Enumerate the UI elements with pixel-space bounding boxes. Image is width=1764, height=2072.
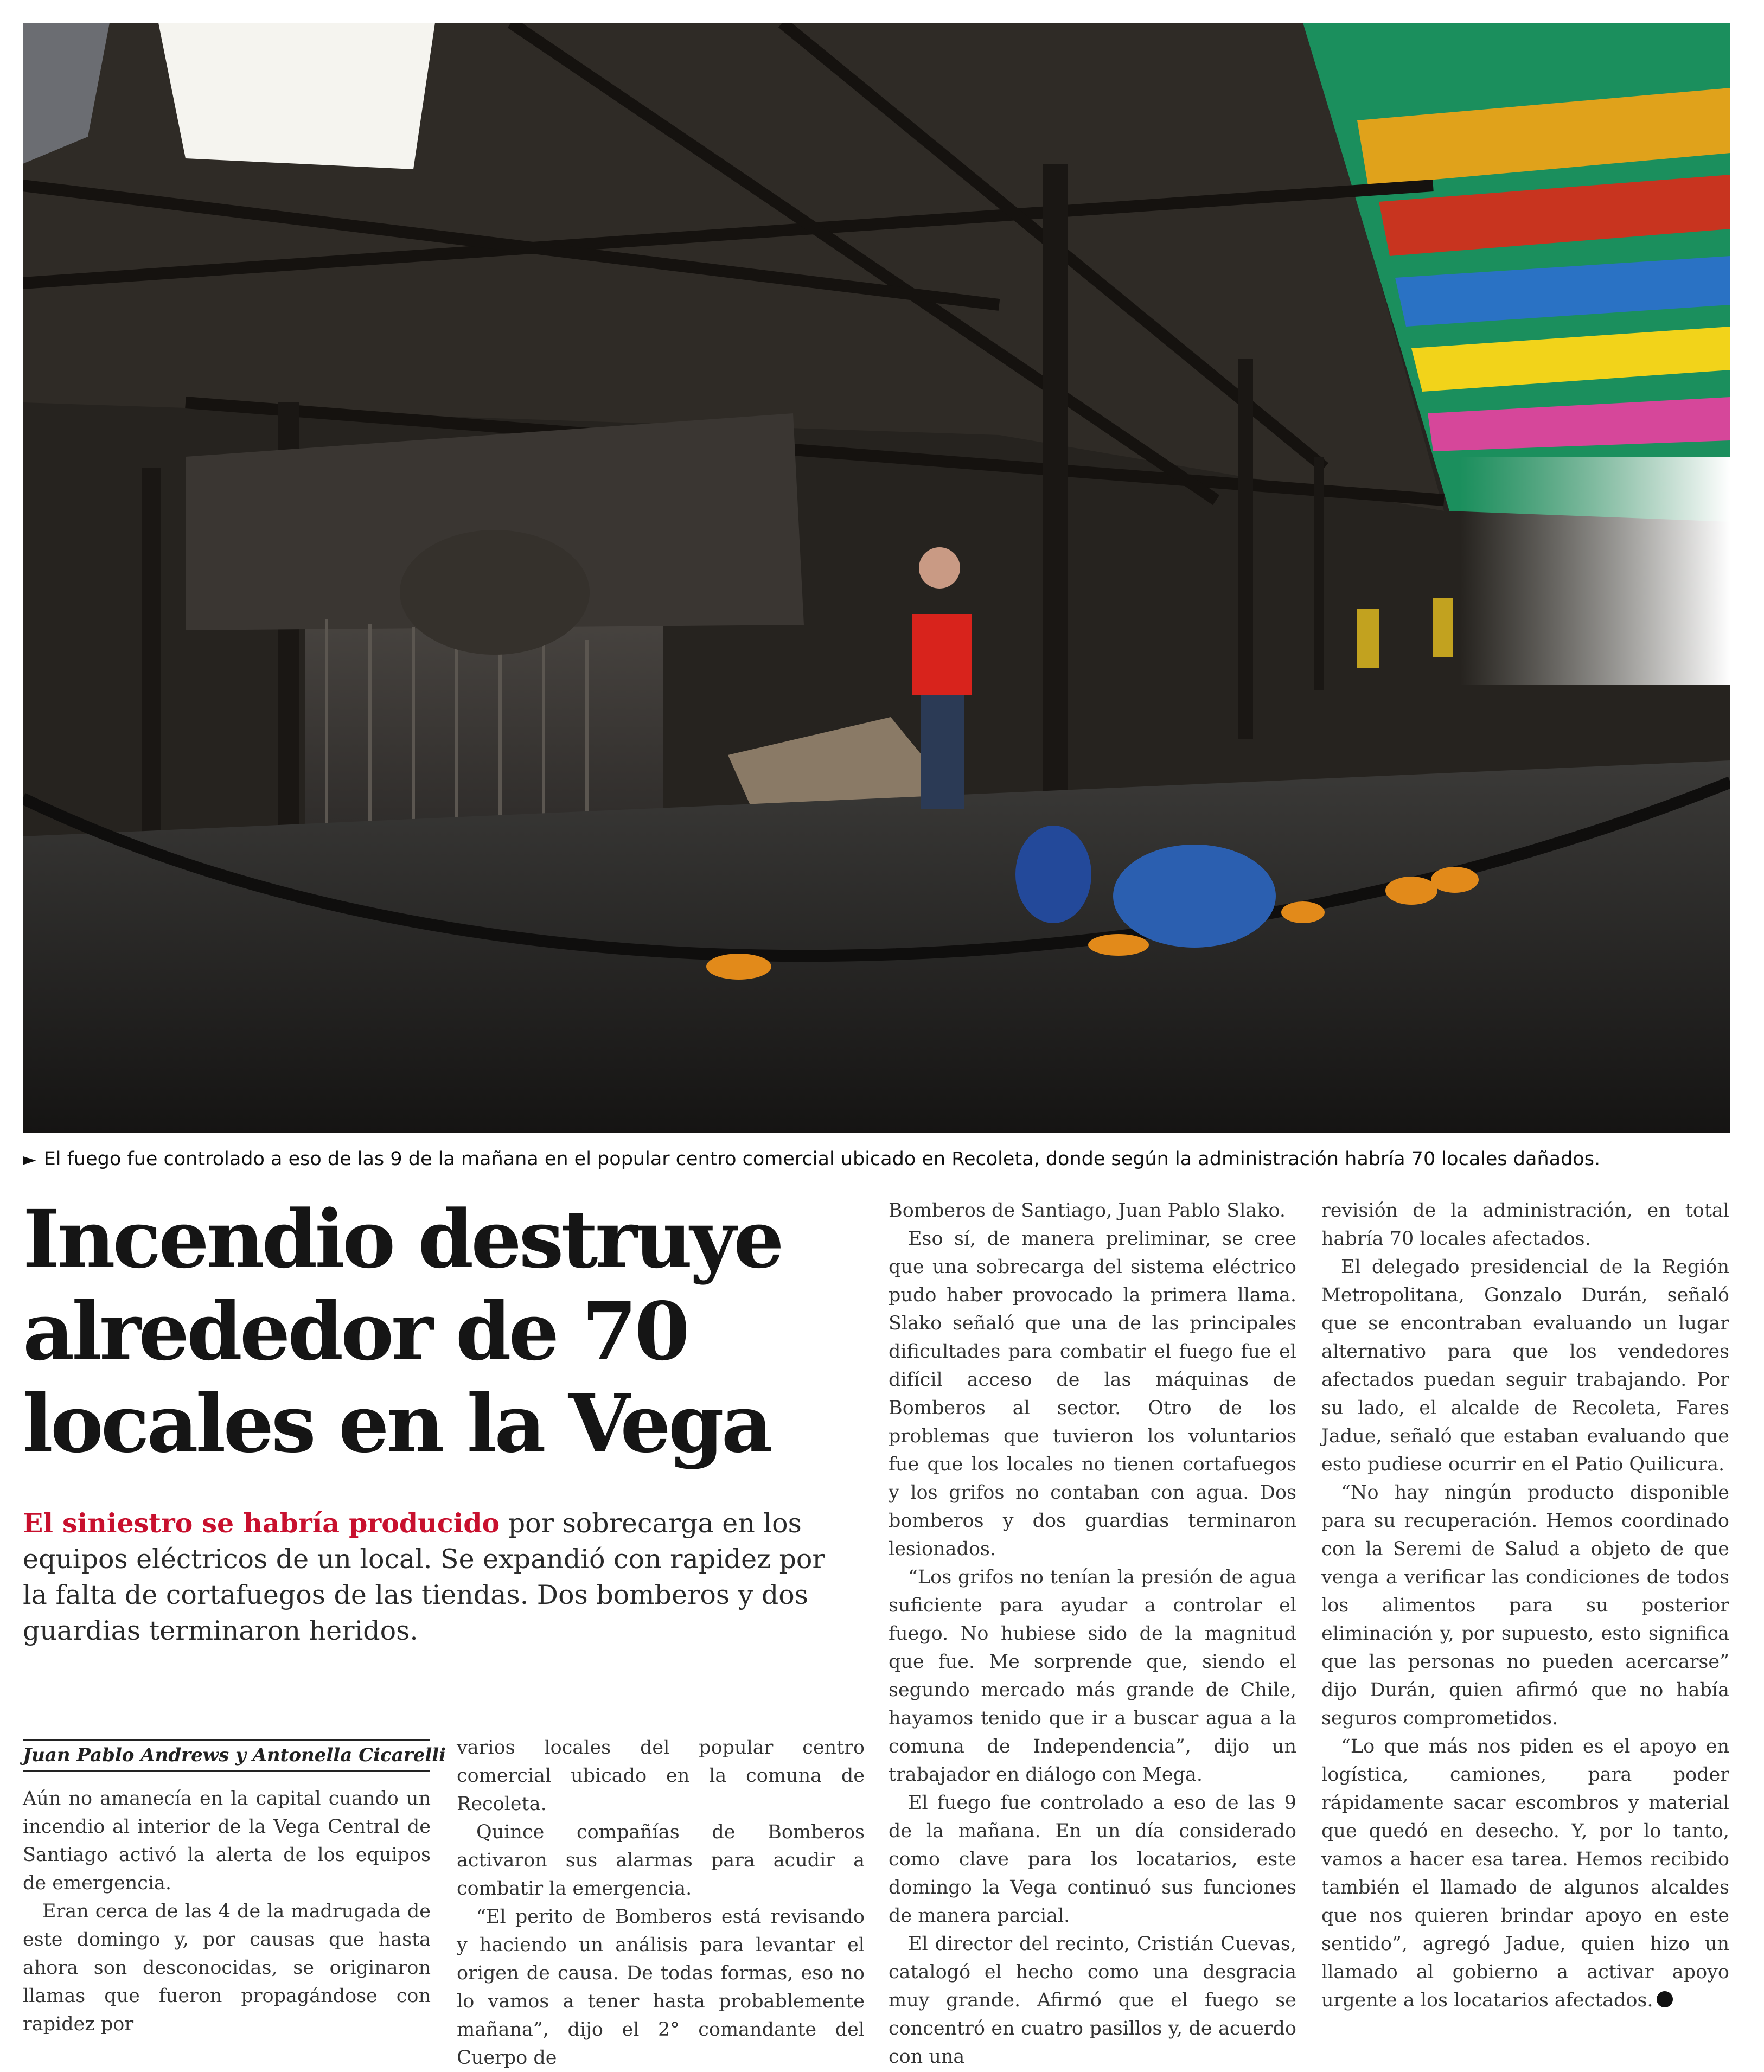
byline: Juan Pablo Andrews y Antonella Cicarelli (23, 1739, 430, 1772)
paragraph: “El perito de Bomberos está revisando y haciendo un análisis para levantar el origen de causa. De todas formas, eso no lo vamos a tener hasta probablemente mañana”, dijo el 2° comandante del Cuerpo de (457, 1906, 865, 2069)
headline-line-1: Incendio destruye (23, 1192, 782, 1286)
headline-line-3: locales en la Vega (23, 1377, 770, 1470)
paragraph: varios locales del popular centro comercial ubicado en la comuna de Recoleta. (457, 1737, 865, 1815)
paragraph: El delegado presidencial de la Región Metropolitana, Gonzalo Durán, señaló que se encontraban evaluando un lugar alternativo para que los vendedores afectados puedan seguir trabajando. Por su lado, el alcalde de Recoleta, Fares Jadue, señaló que estaban evaluando que esto pudiese ocurrir en el Patio Quilicura. (1321, 1256, 1729, 1475)
paragraph: “No hay ningún producto disponible para su recuperación. Hemos coordinado con la Seremi de Salud a objeto de que venga a verificar las condiciones de todos los alimentos para su posterior eliminación y, por supuesto, esto significa que las personas no pueden acercarse” dijo Durán, quien afirmó que no había seguros comprometidos. (1321, 1482, 1729, 1729)
paragraph-text: “Lo que más nos piden es el apoyo en logística, camiones, para poder rápidamente sacar escombros y material que quedó en desecho. Y, por lo tanto, vamos a hacer esa tarea. Hemos recibido también el llamado de algunos alcaldes que nos quieren brindar apoyo en este sentido”, agregó Jadue, quien hizo un llamado al gobierno a activar apoyo urgente a los locatarios afectados. (1321, 1736, 1729, 2011)
body-column-3 (889, 1197, 1296, 2071)
caption-arrow-icon: ► (23, 1149, 36, 1169)
photo-caption (23, 1143, 1737, 1175)
deck-lead: El siniestro se habría producido (23, 1507, 500, 1539)
paragraph: Aún no amanecía en la capital cuando un incendio al interior de la Vega Central de Santiago activó la alerta de los equipos de emergencia. (23, 1788, 431, 1894)
caption-text: El fuego fue controlado a eso de las 9 de la mañana en el popular centro comercial ubicado en Recoleta, donde según la administración habría 70 locales dañados. (43, 1148, 1601, 1170)
burned-market-photo (23, 23, 1730, 1133)
paragraph: Eso sí, de manera preliminar, se cree que una sobrecarga del sistema eléctrico pudo haber provocado la primera llama. Slako señaló que una de las principales dificultades para combatir el fuego fue el difícil acceso de las máquinas de Bomberos al sector. Otro de los problemas que tuvieron los voluntarios fue que los locales no tienen cortafuegos y los grifos no contaban con agua. Dos bomberos y dos guardias terminaron lesionados. (889, 1228, 1296, 1560)
end-mark-icon (1657, 1991, 1673, 2007)
paragraph: El fuego fue controlado a eso de las 9 de la mañana. En un día considerado como clave para los locatarios, este domingo la Vega continuó sus funciones de manera parcial. (889, 1792, 1296, 1927)
paragraph: Quince compañías de Bomberos activaron sus alarmas para acudir a combatir la emergencia. (457, 1821, 865, 1900)
headline-line-2: alrededor de 70 (23, 1284, 687, 1378)
paragraph-final (1321, 1732, 1729, 2015)
paragraph: revisión de la administración, en total habría 70 locales afectados. (1321, 1200, 1729, 1250)
article-deck (23, 1505, 836, 1649)
article-headline (23, 1193, 847, 1470)
paragraph: Bomberos de Santiago, Juan Pablo Slako. (889, 1200, 1286, 1222)
paragraph: “Los grifos no tenían la presión de agua suficiente para ayudar a controlar el fuego. No hubiese sido de la magnitud que fue. Me sorprende que, siendo el segundo mercado más grande de Chile, hayamos tenido que ir a buscar agua a la comuna de Independencia”, dijo un trabajador en diálogo con Mega. (889, 1566, 1296, 1786)
deck-rest: por sobrecarga en los equipos eléctricos de un local. Se expandió con rapidez por la falta de cortafuegos de las tiendas. Dos bomberos y dos guardias terminaron heridos. (23, 1508, 825, 1646)
paragraph: El director del recinto, Cristián Cuevas, catalogó el hecho como una desgracia muy grande. Afirmó que el fuego se concentró en cuatro pasillos y, de acuerdo con una (889, 1933, 1296, 2068)
body-column-2 (457, 1734, 865, 2072)
news-photo (23, 23, 1730, 1133)
body-column-4 (1321, 1197, 1729, 2015)
body-column-1 (23, 1785, 431, 2038)
paragraph: Eran cerca de las 4 de la madrugada de este domingo y, por causas que hasta ahora son desconocidas, se originaron llamas que fueron propagándose con rapidez por (23, 1901, 431, 2035)
